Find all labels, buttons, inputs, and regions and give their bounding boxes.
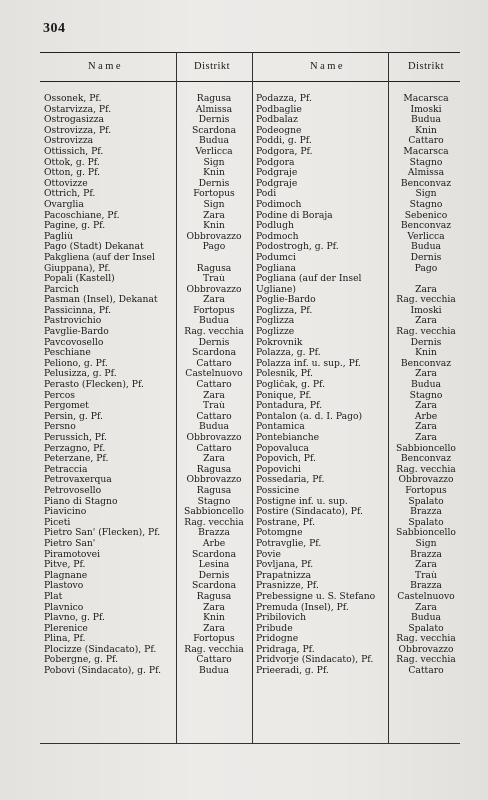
name-right-cell: Pogliana (auf der Insel: [256, 274, 362, 285]
table-row: [40, 242, 460, 253]
table-row: [40, 581, 460, 592]
name-right-cell: Podine di Boraja: [256, 210, 333, 221]
district-right-cell: Dernis: [410, 337, 442, 348]
name-right-cell: Podimoch: [256, 199, 302, 210]
table-row: [40, 221, 460, 232]
district-right-cell: Rag. vecchia: [396, 295, 456, 306]
name-right-cell: Ugliane): [256, 284, 296, 295]
name-left-cell: Piramotovei: [44, 549, 101, 560]
name-left-cell: Giuppana), Pf.: [44, 263, 111, 274]
name-right-cell: Polesnik, Pf.: [256, 369, 313, 380]
header-district-right: Distrikt: [408, 61, 445, 72]
district-right-cell: Brazza: [410, 549, 442, 560]
name-left-cell: Popali (Kastell): [44, 274, 115, 285]
district-right-cell: Macarsca: [403, 94, 449, 104]
district-right-cell: Traù: [415, 570, 437, 581]
table-row: [40, 115, 460, 126]
name-right-cell: Postigne inf. u. sup.: [256, 496, 348, 507]
district-left-cell: Dernis: [198, 337, 230, 348]
district-left-cell: Knin: [203, 613, 225, 624]
name-left-cell: Otton, g. Pf.: [44, 168, 101, 179]
name-right-cell: Prapatnizza: [256, 570, 312, 581]
name-left-cell: Ostrogasizza: [44, 115, 105, 126]
name-right-cell: Premuda (Insel), Pf.: [256, 602, 349, 613]
district-right-cell: Obbrovazzo: [398, 644, 454, 655]
name-right-cell: Polazza inf. u. sup., Pf.: [256, 358, 361, 369]
district-right-cell: Benconvaz: [400, 454, 452, 465]
table-row: [40, 380, 460, 391]
name-left-cell: Pavglie-Bardo: [44, 327, 109, 338]
name-left-cell: Plavnico: [44, 602, 84, 613]
district-left-cell: Obbrovazzo: [186, 284, 242, 295]
district-right-cell: Stagno: [409, 199, 443, 210]
table-row: [40, 603, 460, 614]
name-right-cell: Pridvorje (Sindacato), Pf.: [256, 655, 374, 666]
district-right-cell: Arbe: [414, 411, 438, 422]
district-left-cell: Traù: [203, 274, 225, 285]
district-right-cell: Cattaro: [408, 136, 444, 147]
table-row: [40, 645, 460, 656]
page-number: 304: [43, 21, 66, 36]
name-left-cell: Ottrich, Pf.: [44, 189, 96, 200]
district-left-cell: Lesina: [198, 560, 230, 571]
name-left-cell: Perasto (Flecken), Pf.: [44, 380, 144, 391]
district-left-cell: Traù: [203, 401, 225, 412]
table-row: [40, 274, 460, 285]
name-right-cell: Podbaglie: [256, 104, 302, 115]
name-right-cell: Podbalaz: [256, 115, 298, 126]
name-left-cell: Persin, g. Pf.: [44, 411, 103, 422]
table-row: [40, 348, 460, 359]
name-left-cell: Pago (Stadt) Dekanat: [44, 242, 144, 253]
name-left-cell: Plat: [44, 591, 63, 602]
district-left-cell: Cattaro: [196, 380, 232, 391]
name-left-cell: Plina, Pf.: [44, 634, 86, 645]
table-body: [40, 94, 460, 677]
table-row: [40, 550, 460, 561]
district-left-cell: Dernis: [198, 115, 230, 126]
district-right-cell: Benconvaz: [400, 178, 452, 189]
district-left-cell: Budua: [199, 136, 229, 147]
table-row: [40, 338, 460, 349]
district-right-cell: Knin: [415, 125, 437, 136]
district-left-cell: Fortopus: [193, 634, 235, 645]
district-left-cell: Ragusa: [196, 485, 232, 496]
district-left-cell: Budua: [199, 422, 229, 433]
table-row: [40, 316, 460, 327]
district-right-cell: Zara: [415, 284, 437, 295]
table-row: [40, 200, 460, 211]
name-left-cell: Plavno, g. Pf.: [44, 613, 105, 624]
name-left-cell: Pacoschiane, Pf.: [44, 210, 120, 221]
name-left-cell: Perzagno, Pf.: [44, 443, 106, 454]
name-left-cell: Pakgliena (auf der Insel: [44, 252, 155, 263]
name-right-cell: Podlugh: [256, 221, 294, 232]
table-row: [40, 391, 460, 402]
district-left-cell: Scardona: [191, 125, 237, 136]
name-right-cell: Possicine: [256, 485, 300, 496]
table-row: [40, 253, 460, 264]
name-right-cell: Pokrovnik: [256, 337, 303, 348]
district-left-cell: Scardona: [191, 549, 237, 560]
name-left-cell: Persno: [44, 422, 76, 433]
name-right-cell: Popovich, Pf.: [256, 454, 316, 465]
name-left-cell: Peliono, g. Pf.: [44, 358, 108, 369]
name-right-cell: Poglie-Bardo: [256, 295, 316, 306]
district-right-cell: Sebenico: [404, 210, 448, 221]
district-left-cell: Obbrovazzo: [186, 433, 242, 443]
table-row: [40, 295, 460, 306]
district-right-cell: Fortopus: [405, 485, 447, 496]
name-left-cell: Pelusizza, g. Pf.: [44, 369, 117, 380]
name-left-cell: Ostrovizza, Pf.: [44, 125, 112, 136]
name-left-cell: Pavcovosello: [44, 337, 104, 348]
district-right-cell: Pago: [414, 263, 438, 274]
district-right-cell: Dernis: [410, 252, 442, 263]
header-name-right: Name: [310, 61, 346, 72]
district-right-cell: Zara: [415, 560, 437, 571]
name-right-cell: Popovichi: [256, 464, 301, 475]
district-right-cell: Stagno: [409, 390, 443, 401]
name-right-cell: Podgora, Pf.: [256, 146, 313, 157]
district-right-cell: Verlicca: [407, 231, 445, 242]
name-right-cell: Pogliana: [256, 263, 296, 274]
district-right-cell: Rag. vecchia: [396, 655, 456, 666]
table-row: [40, 412, 460, 423]
name-right-cell: Pribilovich: [256, 613, 306, 624]
name-right-cell: Poglizza, Pf.: [256, 305, 313, 316]
table-row: [40, 422, 460, 433]
district-left-cell: Cattaro: [196, 358, 232, 369]
district-left-cell: Obbrovazzo: [186, 231, 242, 242]
name-left-cell: Peschiane: [44, 348, 91, 359]
name-right-cell: Poglizza: [256, 316, 295, 327]
district-right-cell: Brazza: [410, 581, 442, 592]
name-left-cell: Piavicino: [44, 507, 87, 518]
name-right-cell: Possedaria, Pf.: [256, 475, 325, 486]
name-left-cell: Pobergne, g. Pf.: [44, 655, 119, 666]
table-row: [40, 179, 460, 190]
table-row: [40, 232, 460, 243]
name-right-cell: Pontadura, Pf.: [256, 401, 323, 412]
district-left-cell: Verlicca: [195, 146, 233, 157]
district-right-cell: Rag. vecchia: [396, 327, 456, 338]
district-right-cell: Budua: [411, 613, 441, 624]
table-row: [40, 528, 460, 539]
district-left-cell: Cattaro: [196, 411, 232, 422]
district-right-cell: Zara: [415, 602, 437, 613]
name-left-cell: Pietro San': [44, 538, 96, 549]
district-right-cell: Sabbioncello: [396, 443, 456, 454]
name-left-cell: Plagnane: [44, 570, 88, 581]
name-right-cell: Pontalon (a. d. I. Pago): [256, 411, 363, 422]
district-left-cell: Knin: [203, 168, 225, 179]
name-right-cell: Prieeradi, g. Pf.: [256, 666, 329, 677]
district-left-cell: Ragusa: [196, 464, 232, 475]
name-left-cell: Ostarvizza, Pf.: [44, 104, 112, 115]
district-left-cell: Sign: [203, 157, 225, 168]
district-left-cell: Stagno: [197, 496, 231, 507]
name-left-cell: Peterzane, Pf.: [44, 454, 109, 465]
district-right-cell: Zara: [415, 433, 437, 443]
name-right-cell: Povie: [256, 549, 281, 560]
table-row: [40, 94, 460, 105]
header-district-left: Distrikt: [194, 61, 231, 72]
district-right-cell: Spalato: [408, 517, 444, 528]
name-right-cell: Pogličak, g. Pf.: [256, 380, 326, 391]
table-row: [40, 158, 460, 169]
name-right-cell: Pontamica: [256, 422, 305, 433]
name-left-cell: Percos: [44, 390, 75, 401]
table-row: [40, 306, 460, 317]
name-left-cell: Pergomet: [44, 401, 89, 412]
district-left-cell: Budua: [199, 316, 229, 327]
district-left-cell: Scardona: [191, 581, 237, 592]
district-left-cell: Pago: [202, 242, 226, 253]
district-right-cell: Zara: [415, 369, 437, 380]
district-left-cell: Dernis: [198, 570, 230, 581]
table-bottom-rule: [40, 743, 460, 744]
table-header: [40, 53, 460, 82]
name-right-cell: Pridogne: [256, 634, 299, 645]
name-right-cell: Povljana, Pf.: [256, 560, 314, 571]
table-row: [40, 327, 460, 338]
district-left-cell: Cattaro: [196, 655, 232, 666]
district-left-cell: Zara: [203, 602, 225, 613]
district-right-cell: Rag. vecchia: [396, 464, 456, 475]
name-right-cell: Podumci: [256, 252, 296, 263]
name-right-cell: Podgraje: [256, 178, 298, 189]
district-right-cell: Brazza: [410, 507, 442, 518]
name-left-cell: Pitve, Pf.: [44, 560, 86, 571]
table-row: [40, 168, 460, 179]
table-row: [40, 285, 460, 296]
district-right-cell: Almissa: [407, 168, 445, 179]
table-row: [40, 560, 460, 571]
name-left-cell: Perussich, Pf.: [44, 433, 107, 443]
name-right-cell: Prasnizze, Pf.: [256, 581, 319, 592]
district-left-cell: Fortopus: [193, 305, 235, 316]
district-left-cell: Zara: [203, 295, 225, 306]
name-left-cell: Plastovo: [44, 581, 84, 592]
district-left-cell: Zara: [203, 390, 225, 401]
name-right-cell: Polazza, g. Pf.: [256, 348, 321, 359]
name-right-cell: Prebessigne u. S. Stefano: [256, 591, 376, 602]
table-row: [40, 666, 460, 677]
name-right-cell: Potravglie, Pf.: [256, 538, 322, 549]
name-left-cell: Piano di Stagno: [44, 496, 118, 507]
table-row: [40, 592, 460, 603]
name-right-cell: Podmoch: [256, 231, 299, 242]
name-left-cell: Ottovizze: [44, 178, 88, 189]
district-left-cell: Almissa: [195, 104, 233, 115]
district-left-cell: Obbrovazzo: [186, 475, 242, 486]
name-left-cell: Pietro San' (Flecken), Pf.: [44, 528, 161, 539]
district-left-cell: Sign: [203, 199, 225, 210]
district-left-cell: Zara: [203, 210, 225, 221]
table-row: [40, 359, 460, 370]
table-row: [40, 486, 460, 497]
name-left-cell: Ottissich, Pf.: [44, 146, 104, 157]
table-row: [40, 613, 460, 624]
table-row: [40, 518, 460, 529]
district-left-cell: Rag. vecchia: [184, 517, 244, 528]
district-right-cell: Sign: [415, 538, 437, 549]
table-row: [40, 433, 460, 444]
table-row: [40, 539, 460, 550]
table-row: [40, 136, 460, 147]
district-left-cell: Brazza: [198, 528, 230, 539]
table-row: [40, 147, 460, 158]
name-right-cell: Podi: [256, 189, 277, 200]
name-left-cell: Piceti: [44, 517, 71, 528]
table-row: [40, 211, 460, 222]
district-right-cell: Knin: [415, 348, 437, 359]
district-left-cell: Ragusa: [196, 94, 232, 104]
table-row: [40, 105, 460, 116]
name-right-cell: Ponique, Pf.: [256, 390, 312, 401]
district-left-cell: Budua: [199, 666, 229, 677]
table-row: [40, 454, 460, 465]
table-row: [40, 497, 460, 508]
name-left-cell: Ottok, g. Pf.: [44, 157, 100, 168]
name-left-cell: Plerenice: [44, 623, 88, 634]
name-right-cell: Podgraje: [256, 168, 298, 179]
district-right-cell: Zara: [415, 316, 437, 327]
name-right-cell: Podeogne: [256, 125, 302, 136]
district-right-cell: Castelnuovo: [397, 591, 455, 602]
table-row: [40, 655, 460, 666]
name-right-cell: Popovaluca: [256, 443, 309, 454]
name-left-cell: Passicinna, Pf.: [44, 305, 112, 316]
name-left-cell: Ossonek, Pf.: [44, 94, 102, 104]
name-left-cell: Plocizze (Sindacato), Pf.: [44, 644, 157, 655]
district-right-cell: Budua: [411, 380, 441, 391]
table-row: [40, 444, 460, 455]
name-left-cell: Pasman (Insel), Dekanat: [44, 295, 158, 306]
name-right-cell: Pontebianche: [256, 433, 320, 443]
table-row: [40, 189, 460, 200]
name-left-cell: Pobovi (Sindacato), g. Pf.: [44, 666, 162, 677]
name-left-cell: Parcich: [44, 284, 79, 295]
name-left-cell: Petrovosello: [44, 485, 102, 496]
table-row: [40, 475, 460, 486]
district-right-cell: Cattaro: [408, 666, 444, 677]
district-left-cell: Fortopus: [193, 189, 235, 200]
district-right-cell: Sabbioncello: [396, 528, 456, 539]
district-left-cell: Zara: [203, 454, 225, 465]
header-name-left: Name: [88, 61, 124, 72]
table-row: [40, 634, 460, 645]
district-right-cell: Spalato: [408, 496, 444, 507]
name-left-cell: Ostrovizza: [44, 136, 94, 147]
name-left-cell: Ovarglia: [44, 199, 84, 210]
table-row: [40, 507, 460, 518]
district-right-cell: Benconvaz: [400, 221, 452, 232]
district-left-cell: Ragusa: [196, 591, 232, 602]
district-right-cell: Budua: [411, 115, 441, 126]
name-right-cell: Pridraga, Pf.: [256, 644, 315, 655]
table-row: [40, 401, 460, 412]
name-right-cell: Poglizze: [256, 327, 295, 338]
name-right-cell: Podazza, Pf.: [256, 94, 312, 104]
name-left-cell: Pagliù: [44, 231, 73, 242]
district-left-cell: Rag. vecchia: [184, 327, 244, 338]
district-right-cell: Budua: [411, 242, 441, 253]
district-left-cell: Arbe: [202, 538, 226, 549]
district-left-cell: Cattaro: [196, 443, 232, 454]
table-row: [40, 571, 460, 582]
name-right-cell: Podgora: [256, 157, 295, 168]
district-left-cell: Knin: [203, 221, 225, 232]
district-left-cell: Rag. vecchia: [184, 644, 244, 655]
name-right-cell: Podostrogh, g. Pf.: [256, 242, 339, 253]
district-right-cell: Rag. vecchia: [396, 634, 456, 645]
table-row: [40, 465, 460, 476]
name-right-cell: Poddi, g. Pf.: [256, 136, 312, 147]
district-left-cell: Zara: [203, 623, 225, 634]
table-row: [40, 126, 460, 137]
name-right-cell: Postrane, Pf.: [256, 517, 315, 528]
name-right-cell: Postire (Sindacato), Pf.: [256, 507, 363, 518]
name-right-cell: Potomgne: [256, 528, 303, 539]
name-left-cell: Petrovaxerqua: [44, 475, 112, 486]
district-left-cell: Sabbioncello: [184, 507, 244, 518]
district-right-cell: Macarsca: [403, 146, 449, 157]
district-right-cell: Benconvaz: [400, 358, 452, 369]
district-left-cell: Ragusa: [196, 263, 232, 274]
district-right-cell: Sign: [415, 189, 437, 200]
district-right-cell: Stagno: [409, 157, 443, 168]
district-right-cell: Imoski: [410, 104, 442, 115]
district-right-cell: Zara: [415, 401, 437, 412]
district-left-cell: Dernis: [198, 178, 230, 189]
table-row: [40, 369, 460, 380]
district-right-cell: Obbrovazzo: [398, 475, 454, 486]
district-left-cell: Castelnuovo: [185, 369, 243, 380]
name-right-cell: Pribude: [256, 623, 293, 634]
district-right-cell: Spalato: [408, 623, 444, 634]
table-row: [40, 624, 460, 635]
name-left-cell: Petraccia: [44, 464, 88, 475]
name-left-cell: Pastrovichio: [44, 316, 102, 327]
name-left-cell: Pagine, g. Pf.: [44, 221, 106, 232]
district-right-cell: Zara: [415, 422, 437, 433]
place-name-table: [40, 52, 460, 82]
district-right-cell: Imoski: [410, 305, 442, 316]
district-left-cell: Scardona: [191, 348, 237, 359]
table-row: [40, 264, 460, 275]
